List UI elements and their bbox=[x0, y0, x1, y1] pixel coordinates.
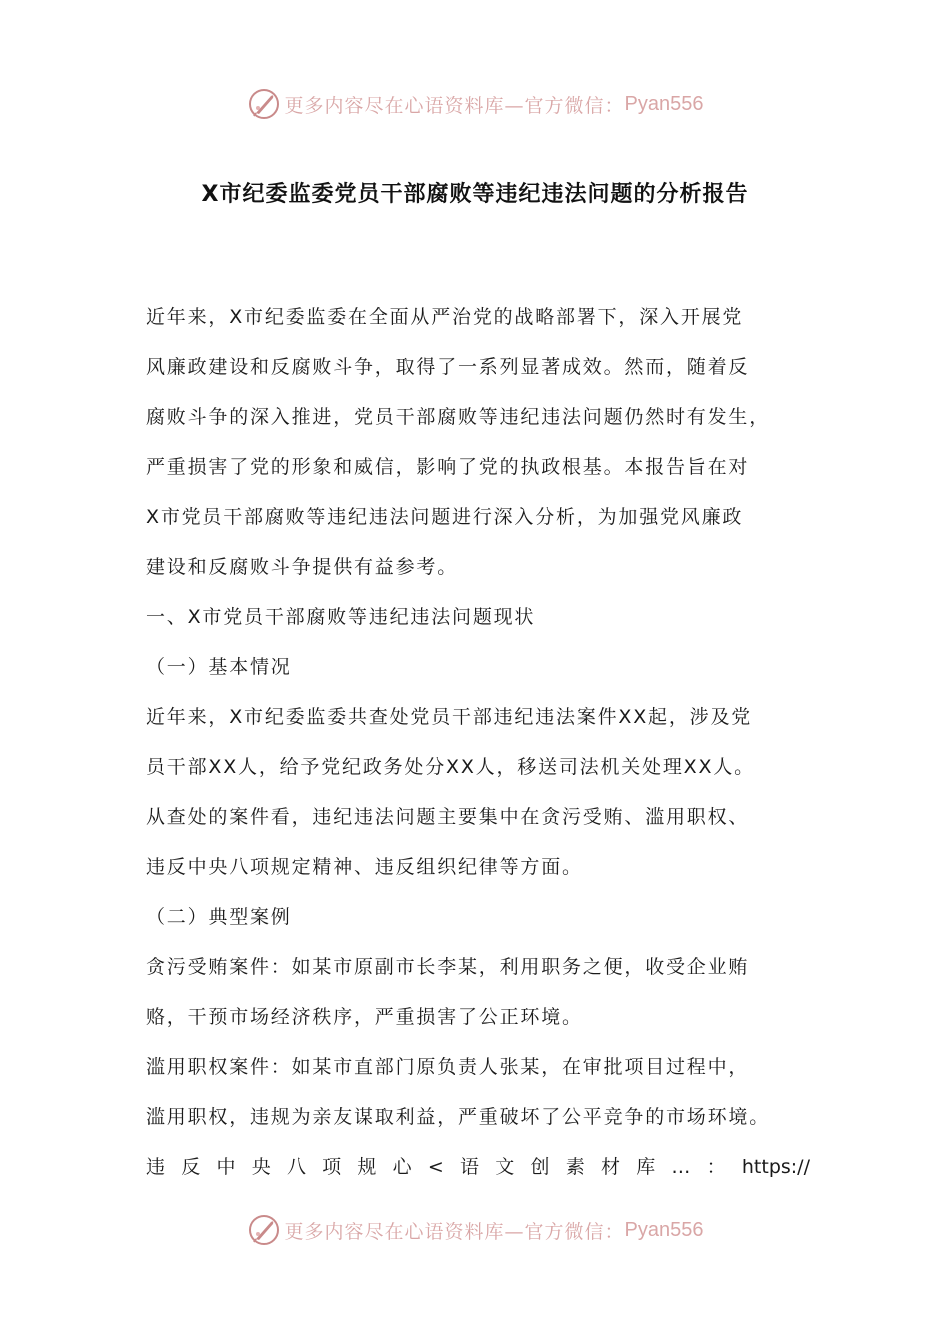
body-line: 贪污受贿案件：如某市原副市长李某，利用职务之便，收受企业贿 bbox=[146, 956, 750, 978]
body-line: 建设和反腐败斗争提供有益参考。 bbox=[146, 556, 459, 578]
last-line-char: 心 bbox=[392, 1156, 412, 1178]
body-line: 严重损害了党的形象和威信，影响了党的执政根基。本报告旨在对 bbox=[146, 456, 750, 478]
last-line-char: 创 bbox=[530, 1156, 550, 1178]
last-line-char: … bbox=[671, 1156, 691, 1178]
body-line: 违反中央八项规定精神、违反组织纪律等方面。 bbox=[146, 856, 583, 878]
watermark-account: Pyan556 bbox=[624, 92, 704, 115]
last-line-char: https:// bbox=[741, 1156, 810, 1178]
document-body bbox=[146, 292, 810, 1192]
last-line-char: 央 bbox=[251, 1156, 271, 1178]
body-line: 滥用职权，违规为亲友谋取利益，严重破坏了公平竞争的市场环境。 bbox=[146, 1106, 771, 1128]
watermark-text: 更多内容尽在心语资料库—官方微信： bbox=[284, 94, 625, 117]
subsection-heading: （一）基本情况 bbox=[146, 656, 292, 678]
body-line: 赂，干预市场经济秩序，严重损害了公正环境。 bbox=[146, 1006, 583, 1028]
watermark-account: Pyan556 bbox=[624, 1218, 704, 1241]
header-watermark bbox=[0, 84, 950, 124]
last-line-char: 库 bbox=[636, 1156, 656, 1178]
last-line-char: 违 bbox=[146, 1156, 166, 1178]
body-line: 员干部XX人，给予党纪政务处分XX人，移送司法机关处理XX人。 bbox=[146, 756, 755, 778]
body-line: 风廉政建设和反腐败斗争，取得了一系列显著成效。然而，随着反 bbox=[146, 356, 750, 378]
last-line-char: ： bbox=[706, 1156, 726, 1178]
feather-pen-logo-icon bbox=[247, 1213, 281, 1247]
footer-watermark bbox=[0, 1210, 950, 1250]
body-line: 从查处的案件看，违纪违法问题主要集中在贪污受贿、滥用职权、 bbox=[146, 806, 750, 828]
body-line: 滥用职权案件：如某市直部门原负责人张某，在审批项目过程中， bbox=[146, 1056, 750, 1078]
subsection-heading: （二）典型案例 bbox=[146, 906, 292, 928]
last-line-char: 项 bbox=[322, 1156, 342, 1178]
last-line-char: 反 bbox=[181, 1156, 201, 1178]
last-line-char: 八 bbox=[286, 1156, 306, 1178]
section-heading: 一、X市党员干部腐败等违纪违法问题现状 bbox=[146, 606, 536, 628]
last-line-char: 中 bbox=[216, 1156, 236, 1178]
body-line: 近年来，X市纪委监委共查处党员干部违纪违法案件XX起，涉及党 bbox=[146, 706, 753, 728]
body-line: 近年来，X市纪委监委在全面从严治党的战略部署下，深入开展党 bbox=[146, 306, 744, 328]
body-line: 腐败斗争的深入推进，党员干部腐败等违纪违法问题仍然时有发生， bbox=[146, 406, 771, 428]
last-line-char: 素 bbox=[565, 1156, 585, 1178]
body-line: X市党员干部腐败等违纪违法问题进行深入分析，为加强党风廉政 bbox=[146, 506, 744, 528]
feather-pen-logo-icon bbox=[247, 87, 281, 121]
document-title: X市纪委监委党员干部腐败等违纪违法问题的分析报告 bbox=[201, 182, 749, 207]
watermark-text: 更多内容尽在心语资料库—官方微信： bbox=[284, 1220, 625, 1243]
justified-last-line bbox=[146, 1142, 810, 1192]
last-line-char: 文 bbox=[495, 1156, 515, 1178]
last-line-char: < bbox=[427, 1156, 444, 1178]
last-line-char: 规 bbox=[357, 1156, 377, 1178]
last-line-char: 语 bbox=[460, 1156, 480, 1178]
last-line-char: 材 bbox=[600, 1156, 620, 1178]
